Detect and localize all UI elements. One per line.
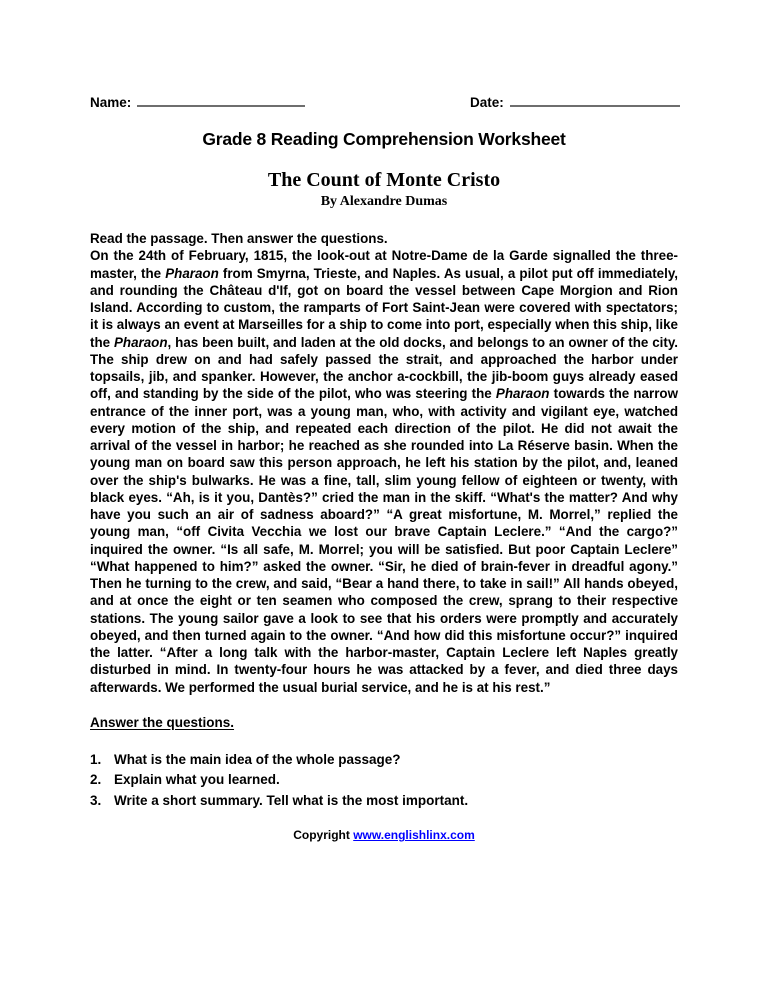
byline: By Alexandre Dumas xyxy=(320,194,448,209)
date-field xyxy=(470,92,680,110)
question-text: Write a short summary. Tell what is the most important. xyxy=(114,792,469,808)
date-label: Date: xyxy=(470,95,504,110)
date-blank-line xyxy=(510,92,680,107)
passage-segment: Pharaon xyxy=(113,334,168,350)
question-item xyxy=(90,750,678,771)
passage-segment: towards the narrow entrance of the inner port, was a young man, who, with activity and vigilant eye, watched every motion of the ship, and repeated each direction of the pilot. He did not await the arrival of the vessel in harbor; he reached as she rounded into La Réserve basin. When the young man on board saw this person approach, he left his station by the pilot, and, leaned over the ship's bulwarks. He was a fine, tall, slim young fellow of eighteen or twenty, with black eyes. “Ah, is it you, Dantès?” cried the man in the skiff. “What's the matter? And why have you such an air of sadness aboard?” “A great misfortune, M. Morrel,” replied the young man, “off Civita Vecchia we lost our brave Captain Leclere.” “And the cargo?” inquired the owner. “Is all safe, M. Morrel; you will be satisfied. But poor Captain Leclere” “What happened to him?” asked the owner. “Sir, he died of brain-fever in dreadful agony.” Then he turning to the crew, and said, “Bear a hand there, to take in sail!” All hands obeyed, and at once the eight or ten seamen who composed the crew, sprang to their respective stations. The young sailor gave a look to see that his orders were promptly and accurately obeyed, and then turned again to the owner. “And how did this misfortune occur?” inquired the latter. “After a long talk with the harbor-master, Captain Leclere left Naples greatly disturbed in mind. In twenty-four hours he was attacked by a fever, and died three days afterwards. We performed the usual burial service, and he is at his rest.” xyxy=(90,386,678,695)
questions-list xyxy=(90,750,678,812)
passage-title: The Count of Monte Cristo xyxy=(267,169,501,191)
copyright-link[interactable]: www.englishlinx.com xyxy=(353,828,475,843)
name-field xyxy=(90,92,305,110)
name-blank-line xyxy=(137,92,305,107)
question-item xyxy=(90,791,678,812)
name-date-row xyxy=(90,92,678,108)
copyright-label: Copyright xyxy=(293,828,354,843)
question-text: Explain what you learned. xyxy=(114,772,280,788)
instructions: Read the passage. Then answer the questions. xyxy=(90,231,388,246)
copyright-line xyxy=(90,828,678,842)
worksheet-heading: Grade 8 Reading Comprehension Worksheet xyxy=(202,129,566,149)
question-number: 2. xyxy=(90,772,102,788)
name-label: Name: xyxy=(90,95,132,110)
answer-heading: Answer the questions. xyxy=(90,714,235,730)
passage-segment: Pharaon xyxy=(165,265,219,281)
passage-segment: Pharaon xyxy=(495,386,550,402)
passage-segment: , has been built, and laden at the old docks, and belongs to an owner of the city. The ship drew on and had safely passed the strait, and approached the harbor under topsails, jib, and spanker. However, the anchor a-cockbill, the jib-boom guys already eased off, and standing by the side of the pilot, who was steering the xyxy=(90,334,678,402)
question-number: 1. xyxy=(90,751,102,767)
passage-segment: from Smyrna, Trieste, and Naples. As usual, a pilot put off immediately, and rounding the Château d'If, got on board the vessel between Cape Morgion and Rion Island. According to custom, the ramparts of Fort Saint-Jean were covered with spectators; it is always an event at Marseilles for a ship to come into port, especially when this ship, like the xyxy=(90,265,679,350)
question-number: 3. xyxy=(90,792,102,808)
passage-segment: On the 24th of February, 1815, the look-out at Notre-Dame de la Garde signalled the three-master, the xyxy=(90,248,678,281)
passage-text xyxy=(90,247,678,696)
question-item xyxy=(90,770,678,791)
question-text: What is the main idea of the whole passage? xyxy=(114,751,401,767)
